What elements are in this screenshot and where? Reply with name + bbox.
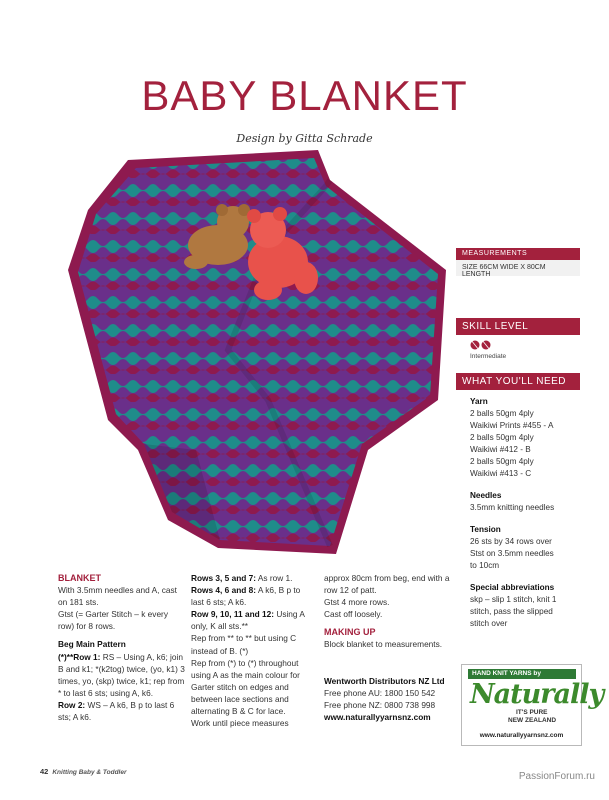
rows-4-label: Rows 4, 6 and 8: [191,585,257,596]
watermark: PassionForum.ru [518,771,595,782]
page-title: BABY BLANKET [141,72,468,119]
row-2-text: WS – A k6, B p to last 6 sts; A k6. [58,699,175,723]
yarn-line: 2 balls 50gm 4ply [470,433,534,442]
measurements-header: MEASUREMENTS [456,248,580,260]
tension-header: Tension [470,525,501,534]
page-number: 42 [40,767,49,776]
blanket-heading: BLANKET [58,573,101,583]
yarn-line: Waikiwi #412 - B [470,445,531,454]
yarn-header: Yarn [470,397,488,406]
row-9-label: Row 9, 10, 11 and 12: [191,609,275,620]
yarn-line: 2 balls 50gm 4ply [470,409,534,418]
magazine-name: Knitting Baby & Toddler [52,769,127,776]
logo-tagline: NEW ZEALAND [508,717,557,724]
repeat-text: Rep from ** to ** but using C instead of B. (*) [191,633,297,656]
logo-url: www.naturallyyarnsnz.com [479,732,564,739]
tension-line: 26 sts by 34 rows over [470,537,552,546]
yarn-line: 2 balls 50gm 4ply [470,457,534,466]
row-1-label: (*)**Row 1: [58,651,101,662]
designer-byline: Design by Gitta Schrade [236,132,373,145]
instructions-column-3 [324,572,454,723]
needles-header: Needles [470,491,502,500]
phone-nz: Free phone NZ: 0800 738 998 [324,699,436,710]
skill-value: Intermediate [470,353,507,360]
needles-text: 3.5mm knitting needles [470,503,555,512]
row-1-text: RS – Using A, k6; join B and k1; *(k2tog) twice, (yo, k1) 3 times, yo, (skp) twice, k1; rep from * to last 6 sts; using A, k6. [58,651,185,698]
row-2-label: Row 2: [58,699,86,710]
measurements-panel [456,248,580,276]
gtst-text: Gtst 4 more rows. [324,597,390,608]
row-9-text: Using A only, K all sts.** [191,609,305,632]
skill-header: SKILL LEVEL [456,318,580,335]
abbreviation-line: skp – slip 1 stitch, knit 1 [470,595,557,604]
naturally-logo [461,664,604,746]
rows-3-label: Rows 3, 5 and 7: [191,573,257,583]
work-until-text: Work until piece measures [191,718,289,729]
making-up-heading: MAKING UP [324,627,376,638]
cast-off-text: Cast off loosely. [324,609,383,620]
cast-on-text: With 3.5mm needles and A, cast on 181 sts. [58,585,177,608]
repeat-throughout-text: Rep from (*) to (*) throughout using A as the main colour for Garter stitch on edges and between lace sections and alternating B & C for lace. [191,657,300,717]
needs-panel [456,373,580,636]
rows-4-text: A k6, B p to last 6 sts; A k6. [191,585,301,608]
logo-tagline: IT'S PURE [516,709,548,716]
logo-wordmark: Naturally [470,679,604,710]
tension-line: to 10cm [470,561,500,570]
main-pattern-heading: Beg Main Pattern [58,639,126,650]
yarn-line: Waikiwi Prints #455 - A [470,421,554,430]
abbreviation-line: stitch over [470,619,508,628]
needs-header: WHAT YOU'LL NEED [456,373,580,390]
phone-au: Free phone AU: 1800 150 542 [324,687,436,698]
tension-line: Stst on 3.5mm needles [470,549,554,558]
blanket-photo [68,150,452,560]
garter-text: Gtst (= Garter Stitch – k every row) for 8 rows. [58,609,168,632]
website-link[interactable]: www.naturallyyarnsnz.com [324,711,431,722]
rows-3-text: As row 1. [256,573,293,583]
measurements-value: SIZE 66CM WIDE X 80CM LENGTH [456,260,580,276]
abbreviations-header: Special abbreviations [470,583,555,592]
yarn-line: Waikiwi #413 - C [470,469,532,478]
instructions-column-1 [58,572,186,723]
making-up-text: Block blanket to measurements. [324,639,443,650]
skill-panel [456,318,580,375]
page-footer [40,767,127,776]
instructions-column-2 [191,572,315,729]
logo-banner: HAND KNIT YARNS by [468,669,576,679]
abbreviation-line: stitch, pass the slipped [470,607,553,616]
yarn-ball-icon [470,339,566,351]
distributor-name: Wentworth Distributors NZ Ltd [324,675,445,686]
measure-text: approx 80cm from beg, end with a row 12 of patt. [324,573,450,596]
